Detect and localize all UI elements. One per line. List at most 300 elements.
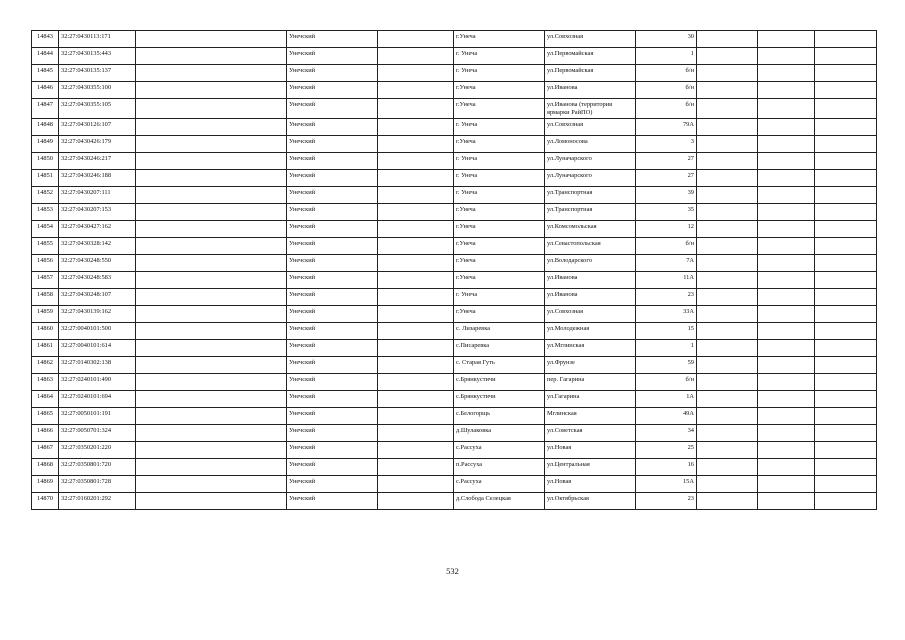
empty-cell [758,204,815,221]
house-number: б/н [636,374,697,391]
empty-cell [758,357,815,374]
empty-cell [815,136,877,153]
ownership-form: Унечский [287,170,378,187]
row-number: 14843 [32,31,59,48]
row-number: 14845 [32,65,59,82]
ownership-form: Унечский [287,238,378,255]
empty-cell [758,153,815,170]
street: ул.Комсомольская [545,221,636,238]
cadastral-number: 32:27:0040101:500 [59,323,136,340]
house-number: б/н [636,65,697,82]
empty-cell [697,153,758,170]
empty-cell [697,289,758,306]
empty-cell [697,306,758,323]
empty-cell [758,99,815,119]
ownership-form: Унечский [287,119,378,136]
empty-cell [697,476,758,493]
cadastral-number: 32:27:0350801:720 [59,459,136,476]
settlement: с.Брянкустичи [454,391,545,408]
house-number: 15 [636,323,697,340]
empty-cell [815,221,877,238]
ownership-form: Унечский [287,391,378,408]
cadastral-number: 32:27:0140302:138 [59,357,136,374]
table-row [32,476,877,493]
empty-cell [378,153,454,170]
empty-cell [136,391,287,408]
street: ул.Транспортная [545,204,636,221]
empty-cell [815,306,877,323]
cadastral-number: 32:27:0430248:583 [59,272,136,289]
table-row [32,442,877,459]
row-number: 14859 [32,306,59,323]
table-row [32,221,877,238]
row-number: 14847 [32,99,59,119]
table-row [32,238,877,255]
house-number: 23 [636,493,697,510]
ownership-form: Унечский [287,493,378,510]
empty-cell [378,255,454,272]
house-number: 34 [636,425,697,442]
empty-cell [758,493,815,510]
empty-cell [378,170,454,187]
empty-cell [758,272,815,289]
empty-cell [378,306,454,323]
table-row [32,99,877,119]
empty-cell [758,340,815,357]
empty-cell [758,289,815,306]
settlement: г. Унеча [454,119,545,136]
empty-cell [136,357,287,374]
house-number: 15А [636,476,697,493]
empty-cell [697,238,758,255]
row-number: 14853 [32,204,59,221]
house-number: 27 [636,153,697,170]
empty-cell [697,493,758,510]
ownership-form: Унечский [287,136,378,153]
house-number: 79А [636,119,697,136]
ownership-form: Унечский [287,204,378,221]
empty-cell [815,119,877,136]
street: ул.Иванова (территория ярмарки РайПО) [545,99,636,119]
street: ул.Центральная [545,459,636,476]
empty-cell [378,187,454,204]
house-number: б/н [636,82,697,99]
cadastral-number: 32:27:0240101:490 [59,374,136,391]
empty-cell [136,48,287,65]
empty-cell [758,31,815,48]
empty-cell [815,82,877,99]
empty-cell [815,65,877,82]
empty-cell [697,82,758,99]
empty-cell [378,323,454,340]
house-number: 1 [636,340,697,357]
settlement: п.Рассуха [454,459,545,476]
empty-cell [136,340,287,357]
empty-cell [136,238,287,255]
empty-cell [378,391,454,408]
settlement: с.Белогорщь [454,408,545,425]
empty-cell [378,82,454,99]
empty-cell [136,289,287,306]
row-number: 14846 [32,82,59,99]
ownership-form: Унечский [287,272,378,289]
empty-cell [697,255,758,272]
table-row [32,204,877,221]
empty-cell [697,272,758,289]
empty-cell [378,272,454,289]
empty-cell [758,65,815,82]
empty-cell [136,425,287,442]
cadastral-number: 32:27:0430248:550 [59,255,136,272]
table-row [32,119,877,136]
ownership-form: Унечский [287,459,378,476]
settlement: г. Унеча [454,65,545,82]
empty-cell [378,221,454,238]
settlement: г.Унеча [454,204,545,221]
ownership-form: Унечский [287,442,378,459]
table-row [32,493,877,510]
street: ул.Первомайская [545,48,636,65]
ownership-form: Унечский [287,374,378,391]
empty-cell [378,476,454,493]
street: ул.Советская [545,425,636,442]
cadastral-number: 32:27:0430139:162 [59,306,136,323]
settlement: с.Рассуха [454,442,545,459]
empty-cell [758,119,815,136]
empty-cell [697,442,758,459]
empty-cell [697,323,758,340]
house-number: 49А [636,408,697,425]
empty-cell [697,119,758,136]
empty-cell [378,48,454,65]
street: ул.Новая [545,476,636,493]
ownership-form: Унечский [287,48,378,65]
street: ул.Фрунзе [545,357,636,374]
street: ул.Севастопольская [545,238,636,255]
cadastral-number: 32:27:0050701:324 [59,425,136,442]
cadastral-number: 32:27:0430426:179 [59,136,136,153]
street: ул.Первомайская [545,65,636,82]
empty-cell [815,272,877,289]
street: ул.Иванова [545,289,636,306]
street: ул.Октябрьская [545,493,636,510]
cadastral-number: 32:27:0430248:107 [59,289,136,306]
empty-cell [758,425,815,442]
cadastral-number: 32:27:0350801:728 [59,476,136,493]
empty-cell [378,493,454,510]
row-number: 14862 [32,357,59,374]
empty-cell [378,408,454,425]
empty-cell [378,204,454,221]
empty-cell [815,31,877,48]
house-number: 39 [636,187,697,204]
street: Мглинская [545,408,636,425]
row-number: 14848 [32,119,59,136]
row-number: 14852 [32,187,59,204]
settlement: г. Унеча [454,187,545,204]
settlement: г.Унеча [454,272,545,289]
table-row [32,187,877,204]
row-number: 14867 [32,442,59,459]
settlement: с.Писаревка [454,340,545,357]
empty-cell [758,306,815,323]
empty-cell [815,442,877,459]
row-number: 14868 [32,459,59,476]
ownership-form: Унечский [287,408,378,425]
house-number: 1А [636,391,697,408]
page-number: 532 [446,566,459,576]
house-number: 27 [636,170,697,187]
empty-cell [815,204,877,221]
empty-cell [378,31,454,48]
empty-cell [136,493,287,510]
row-number: 14857 [32,272,59,289]
street: ул.Мглинская [545,340,636,357]
row-number: 14861 [32,340,59,357]
ownership-form: Унечский [287,425,378,442]
table-row [32,289,877,306]
table-row [32,255,877,272]
row-number: 14860 [32,323,59,340]
empty-cell [758,48,815,65]
table-row [32,31,877,48]
empty-cell [758,391,815,408]
cadastral-number: 32:27:0350201:220 [59,442,136,459]
empty-cell [378,65,454,82]
empty-cell [815,425,877,442]
row-number: 14855 [32,238,59,255]
settlement: г. Унеча [454,289,545,306]
empty-cell [758,476,815,493]
empty-cell [697,374,758,391]
empty-cell [697,357,758,374]
empty-cell [697,340,758,357]
house-number: 3 [636,136,697,153]
empty-cell [815,323,877,340]
empty-cell [378,459,454,476]
cadastral-number: 32:27:0430427:162 [59,221,136,238]
house-number: 30 [636,31,697,48]
row-number: 14865 [32,408,59,425]
empty-cell [136,153,287,170]
empty-cell [815,170,877,187]
table-row [32,425,877,442]
street: ул.Луначарского [545,153,636,170]
empty-cell [758,221,815,238]
table-row [32,170,877,187]
empty-cell [136,476,287,493]
empty-cell [758,82,815,99]
ownership-form: Унечский [287,99,378,119]
empty-cell [378,442,454,459]
row-number: 14863 [32,374,59,391]
settlement: д.Слобода Селецкая [454,493,545,510]
empty-cell [697,99,758,119]
empty-cell [697,31,758,48]
street: ул.Володарского [545,255,636,272]
property-register-table [31,30,877,510]
settlement: д.Шулаковка [454,425,545,442]
house-number: 12 [636,221,697,238]
street: ул.Иванова [545,82,636,99]
settlement: г.Унеча [454,82,545,99]
empty-cell [758,459,815,476]
row-number: 14864 [32,391,59,408]
empty-cell [815,153,877,170]
empty-cell [815,48,877,65]
empty-cell [758,187,815,204]
street: ул.Транспортная [545,187,636,204]
house-number: 35 [636,204,697,221]
settlement: г.Унеча [454,136,545,153]
cadastral-number: 32:27:0430355:105 [59,99,136,119]
empty-cell [136,136,287,153]
street: ул.Луначарского [545,170,636,187]
table-row [32,459,877,476]
house-number: 7А [636,255,697,272]
empty-cell [136,459,287,476]
row-number: 14858 [32,289,59,306]
cadastral-number: 32:27:0430135:443 [59,48,136,65]
row-number: 14851 [32,170,59,187]
table-row [32,374,877,391]
cadastral-number: 32:27:0240101:694 [59,391,136,408]
ownership-form: Унечский [287,306,378,323]
street: ул.Совхозная [545,119,636,136]
settlement: с. Лизаревка [454,323,545,340]
table-body [32,31,877,510]
empty-cell [758,170,815,187]
empty-cell [697,391,758,408]
street: ул.Иванова [545,272,636,289]
table-row [32,408,877,425]
settlement: с. Старая Гуть [454,357,545,374]
empty-cell [697,204,758,221]
house-number: 16 [636,459,697,476]
settlement: г.Унеча [454,221,545,238]
settlement: г. Унеча [454,153,545,170]
table-row [32,272,877,289]
settlement: г.Унеча [454,238,545,255]
empty-cell [136,408,287,425]
ownership-form: Унечский [287,340,378,357]
empty-cell [815,187,877,204]
empty-cell [378,289,454,306]
ownership-form: Унечский [287,82,378,99]
empty-cell [697,136,758,153]
empty-cell [815,374,877,391]
empty-cell [136,204,287,221]
row-number: 14870 [32,493,59,510]
empty-cell [136,306,287,323]
empty-cell [758,374,815,391]
row-number: 14850 [32,153,59,170]
cadastral-number: 32:27:0160201:292 [59,493,136,510]
ownership-form: Унечский [287,65,378,82]
empty-cell [136,323,287,340]
row-number: 14844 [32,48,59,65]
table-row [32,153,877,170]
empty-cell [136,272,287,289]
empty-cell [378,425,454,442]
ownership-form: Унечский [287,255,378,272]
street: ул.Ломоносова [545,136,636,153]
settlement: с.Брянкустичи [454,374,545,391]
empty-cell [815,99,877,119]
settlement: г.Унеча [454,99,545,119]
settlement: г.Унеча [454,255,545,272]
empty-cell [697,170,758,187]
row-number: 14869 [32,476,59,493]
empty-cell [758,255,815,272]
ownership-form: Унечский [287,31,378,48]
empty-cell [136,255,287,272]
table-row [32,136,877,153]
settlement: г. Унеча [454,170,545,187]
empty-cell [378,119,454,136]
empty-cell [815,408,877,425]
empty-cell [815,238,877,255]
ownership-form: Унечский [287,187,378,204]
street: пер. Гагарина [545,374,636,391]
house-number: 59 [636,357,697,374]
empty-cell [815,493,877,510]
table-row [32,357,877,374]
cadastral-number: 32:27:0430328:142 [59,238,136,255]
table-row [32,48,877,65]
house-number: 33А [636,306,697,323]
cadastral-number: 32:27:0430246:188 [59,170,136,187]
empty-cell [815,289,877,306]
table-row [32,82,877,99]
cadastral-number: 32:27:0050101:191 [59,408,136,425]
house-number: б/н [636,99,697,119]
empty-cell [697,459,758,476]
row-number: 14854 [32,221,59,238]
empty-cell [697,425,758,442]
row-number: 14849 [32,136,59,153]
street: ул.Совхозная [545,31,636,48]
table-row [32,323,877,340]
empty-cell [815,255,877,272]
empty-cell [815,340,877,357]
table-row [32,340,877,357]
table-row [32,65,877,82]
ownership-form: Унечский [287,153,378,170]
cadastral-number: 32:27:0430113:171 [59,31,136,48]
empty-cell [697,48,758,65]
empty-cell [378,357,454,374]
empty-cell [378,136,454,153]
settlement: г.Унеча [454,31,545,48]
empty-cell [136,31,287,48]
ownership-form: Унечский [287,323,378,340]
row-number: 14866 [32,425,59,442]
street: ул.Гагарина [545,391,636,408]
house-number: 11А [636,272,697,289]
empty-cell [758,136,815,153]
empty-cell [378,99,454,119]
ownership-form: Унечский [287,357,378,374]
cadastral-number: 32:27:0430126:107 [59,119,136,136]
ownership-form: Унечский [287,289,378,306]
cadastral-number: 32:27:0430207:153 [59,204,136,221]
empty-cell [136,65,287,82]
cadastral-number: 32:27:0430246:217 [59,153,136,170]
cadastral-number: 32:27:0430135:137 [59,65,136,82]
table-row [32,306,877,323]
empty-cell [758,238,815,255]
